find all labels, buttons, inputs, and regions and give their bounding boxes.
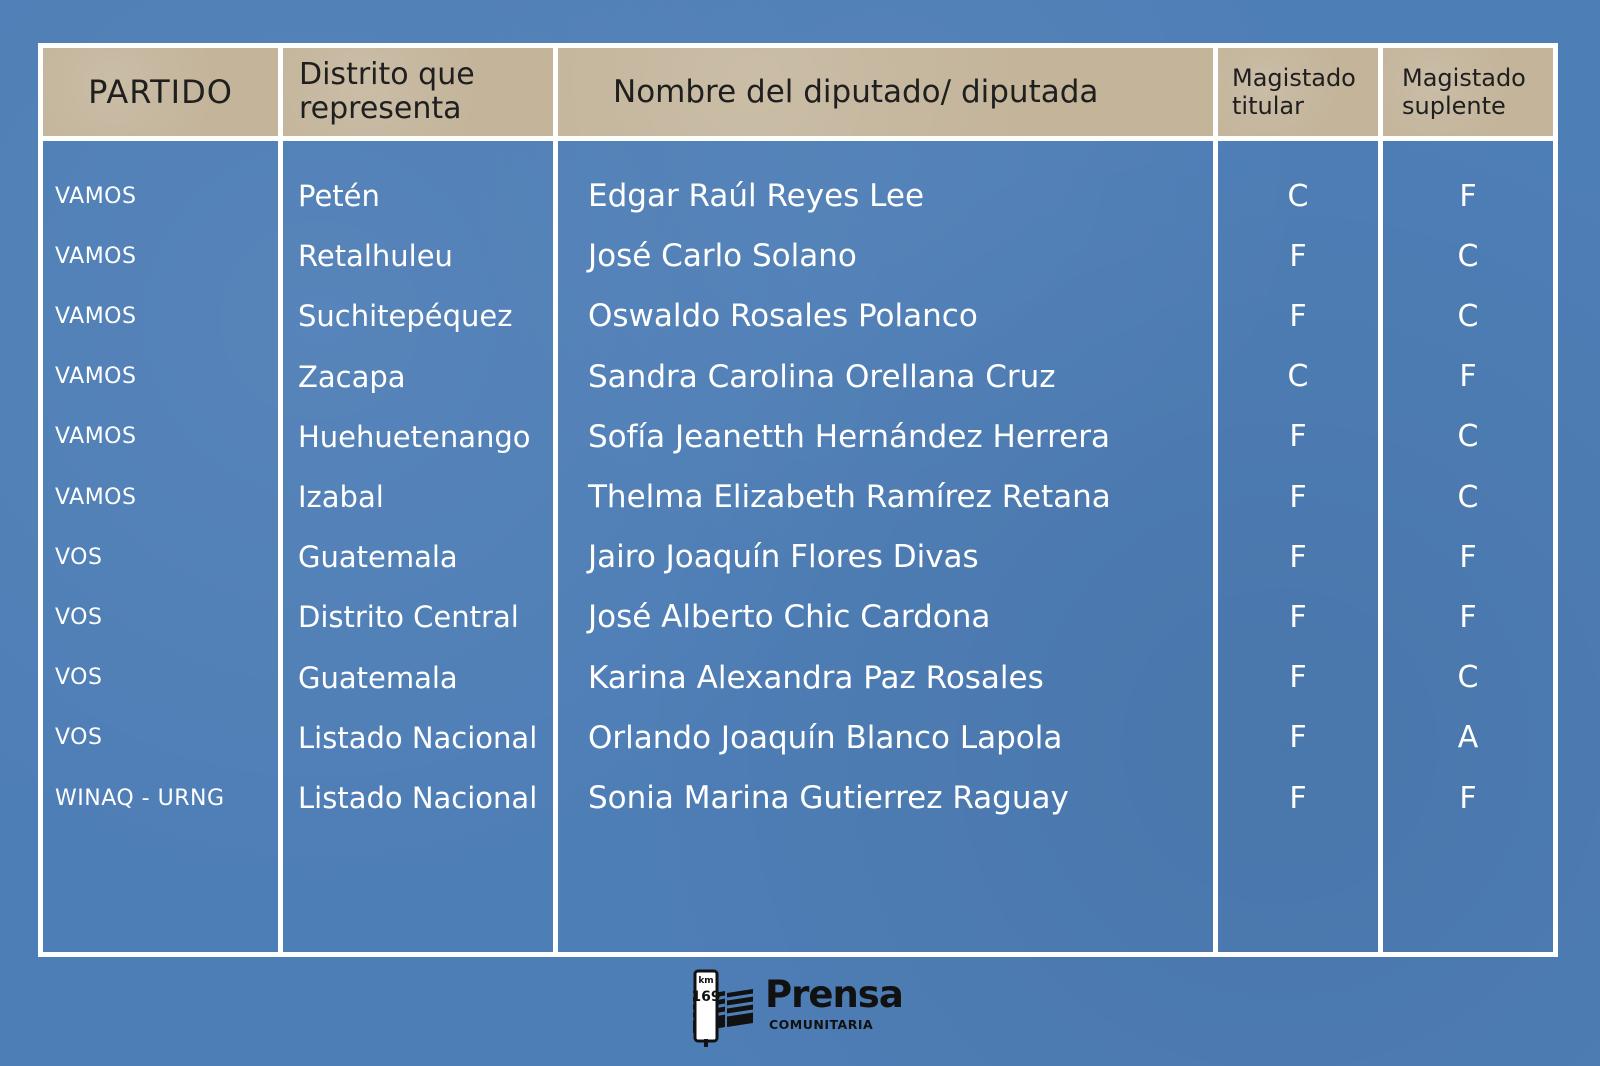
header-name: Nombre del diputado/ diputada <box>553 48 1213 136</box>
table-row <box>43 166 1553 226</box>
header-district: Distrito que representa <box>278 48 553 136</box>
cell-titular: F <box>1289 539 1307 575</box>
cell-titular: F <box>1289 720 1307 756</box>
cell-suplente: F <box>1459 599 1477 635</box>
cell-district: Zacapa <box>298 359 406 394</box>
table-row <box>43 648 1553 708</box>
cell-party: VAMOS <box>55 424 137 450</box>
cell-name: Jairo Joaquín Flores Divas <box>588 539 979 576</box>
cell-district: Guatemala <box>298 540 458 575</box>
cell-name: José Alberto Chic Cardona <box>588 599 991 636</box>
header-titular: Magistado titular <box>1213 48 1378 136</box>
cell-titular: F <box>1289 419 1307 455</box>
cell-titular: F <box>1289 780 1307 816</box>
cell-titular: C <box>1287 359 1309 395</box>
cell-name: Karina Alexandra Paz Rosales <box>588 659 1044 696</box>
table-row <box>43 467 1553 527</box>
cell-titular: F <box>1289 298 1307 334</box>
cell-titular: F <box>1289 660 1307 696</box>
cell-suplente: C <box>1457 479 1479 515</box>
prensa-comunitaria-logo <box>685 967 915 1047</box>
table-row <box>43 768 1553 828</box>
cell-district: Izabal <box>298 480 384 514</box>
km-169-road-sign-icon <box>685 967 765 1047</box>
logo-title: Prensa <box>765 973 903 1016</box>
cell-party: VOS <box>55 544 103 570</box>
logo-subtitle: COMUNITARIA <box>769 1017 874 1032</box>
header-suplente: Magistado suplente <box>1378 48 1553 136</box>
cell-name: José Carlo Solano <box>588 238 857 275</box>
cell-party: VOS <box>55 604 103 630</box>
cell-name: Oswaldo Rosales Polanco <box>588 298 978 335</box>
svg-text:169: 169 <box>691 989 721 1005</box>
cell-district: Suchitepéquez <box>298 299 513 334</box>
cell-party: VOS <box>55 665 103 691</box>
cell-suplente: F <box>1459 178 1477 214</box>
cell-titular: C <box>1287 178 1309 214</box>
cell-party: VAMOS <box>55 303 137 329</box>
table-row <box>43 587 1553 647</box>
cell-suplente: C <box>1457 238 1479 274</box>
table-row <box>43 286 1553 346</box>
cell-party: VAMOS <box>55 484 137 510</box>
cell-district: Listado Nacional <box>298 781 538 815</box>
cell-suplente: C <box>1457 298 1479 334</box>
cell-district: Huehuetenango <box>298 419 531 454</box>
cell-district: Distrito Central <box>298 600 519 635</box>
cell-suplente: F <box>1459 539 1477 575</box>
cell-name: Orlando Joaquín Blanco Lapola <box>588 719 1063 756</box>
table-row <box>43 347 1553 407</box>
cell-party: VAMOS <box>55 183 137 209</box>
cell-district: Listado Nacional <box>298 720 538 755</box>
cell-suplente: F <box>1459 780 1477 816</box>
cell-suplente: C <box>1457 419 1479 455</box>
cell-district: Petén <box>298 179 380 213</box>
cell-party: VAMOS <box>55 243 137 269</box>
deputies-table <box>38 43 1558 957</box>
cell-name: Sonia Marina Gutierrez Raguay <box>588 780 1069 816</box>
cell-name: Thelma Elizabeth Ramírez Retana <box>588 479 1111 515</box>
table-row <box>43 226 1553 286</box>
table-row <box>43 407 1553 467</box>
cell-district: Guatemala <box>298 660 458 695</box>
table-row <box>43 527 1553 587</box>
cell-suplente: F <box>1459 359 1477 395</box>
cell-name: Sandra Carolina Orellana Cruz <box>588 358 1056 395</box>
cell-titular: F <box>1289 479 1307 515</box>
cell-titular: F <box>1289 599 1307 635</box>
cell-name: Sofía Jeanetth Hernández Herrera <box>588 418 1110 455</box>
table-row <box>43 708 1553 768</box>
cell-suplente: A <box>1457 720 1479 756</box>
cell-party: VOS <box>55 725 103 751</box>
cell-titular: F <box>1289 238 1307 274</box>
cell-suplente: C <box>1457 660 1479 696</box>
cell-district: Retalhuleu <box>298 239 453 274</box>
svg-text:km: km <box>698 976 714 986</box>
cell-party: VAMOS <box>55 364 137 390</box>
cell-name: Edgar Raúl Reyes Lee <box>588 178 925 214</box>
table-header <box>43 48 1553 141</box>
header-party: PARTIDO <box>43 48 278 136</box>
cell-party: WINAQ - URNG <box>55 785 225 811</box>
